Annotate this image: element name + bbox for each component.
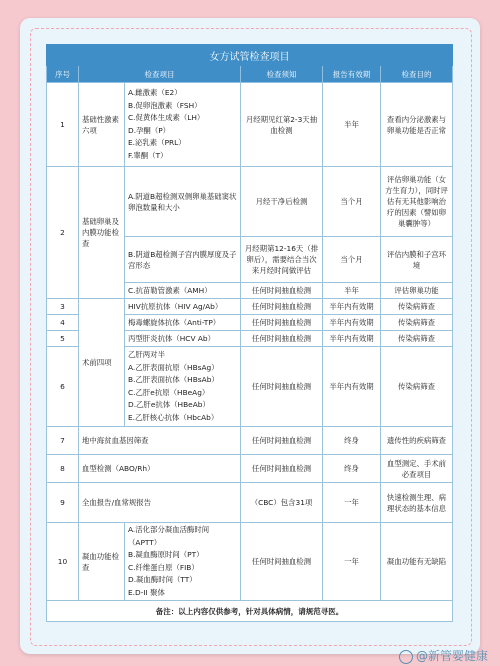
row-purpose: 遗传性的疾病筛查 [381,427,453,455]
row-validity: 半年内有效期 [323,331,381,347]
row-number: 7 [47,427,79,455]
row-purpose: 评估内膜和子宫环境 [381,237,453,283]
table-row [47,299,453,315]
row-validity: 一年 [323,483,381,523]
header-item: 检查项目 [79,66,241,83]
row-validity: 半年内有效期 [323,347,381,427]
header-notice: 检查须知 [241,66,323,83]
row-purpose: 快速检测生理、病理状态的基本信息 [381,483,453,523]
row-validity: 半年内有效期 [323,315,381,331]
row-validity: 半年 [323,283,381,299]
row-notice: 任何时间抽血检测 [241,523,323,601]
row-notice: 月经期见红第2-3天抽血检测 [241,83,323,167]
row-item: 梅毒螺旋体抗体（Anti-TP） [125,315,241,331]
row-items: A.雌激素（E2） B.促卵泡激素（FSH） C.促黄体生成素（LH） D.孕酮（P） E.泌乳素（PRL） F.睾酮（T） [125,83,241,167]
row-items: A.活化部分凝血活酶时间（APTT） B.凝血酶原时间（PT） C.纤维蛋白原（FIB） D.凝血酶时间（TT） E.D-II 聚体 [125,523,241,601]
row-item: 丙型肝炎抗体（HCV Ab） [125,331,241,347]
table-row [47,167,453,237]
row-purpose: 评估卵巢功能（女方生育力），同时评估有无其他影响治疗的因素（譬如卵巢囊肿等） [381,167,453,237]
row-category: 血型检测（ABO/Rh） [79,455,241,483]
row-items: 乙肝两对半 A.乙肝表面抗原（HBsAg） B.乙肝表面抗体（HBsAb） C.乙肝e抗原（HBeAg） D.乙肝e抗体（HBeAb） E.乙肝核心抗体（HbcAb） [125,347,241,427]
watermark [399,647,488,664]
row-item: B.阴道B超检测子宫内膜厚度及子宫形态 [125,237,241,283]
header-row [47,66,453,83]
table-row [47,523,453,601]
row-notice: （CBC）包含31项 [241,483,323,523]
row-validity: 一年 [323,523,381,601]
row-category: 全血报告/血常规报告 [79,483,241,523]
row-notice: 任何时间抽血检测 [241,315,323,331]
row-notice: 任何时间抽血检测 [241,283,323,299]
row-validity: 终身 [323,427,381,455]
row-purpose: 传染病筛查 [381,347,453,427]
table-row [47,83,453,167]
table-title: 女方试管检查项目 [47,45,453,66]
row-notice: 月经期第12-16天（排卵后），需要结合当次来月经时间做评估 [241,237,323,283]
row-purpose: 传染病筛查 [381,331,453,347]
row-validity: 终身 [323,455,381,483]
row-number: 1 [47,83,79,167]
row-item: A.阴道B超检测双侧卵巢基础窦状卵泡数量和大小 [125,167,241,237]
row-number: 6 [47,347,79,427]
row-purpose: 查看内分泌激素与卵巢功能是否正常 [381,83,453,167]
header-no: 序号 [47,66,79,83]
row-category: 基础性激素六项 [79,83,125,167]
row-purpose: 传染病筛查 [381,299,453,315]
note-text: 备注：以上内容仅供参考，针对具体病情，请规范寻医。 [47,601,453,622]
row-number: 5 [47,331,79,347]
row-number: 3 [47,299,79,315]
row-purpose: 传染病筛查 [381,315,453,331]
note-row [47,601,453,622]
table-row [47,427,453,455]
row-notice: 月经干净后检测 [241,167,323,237]
row-notice: 任何时间抽血检测 [241,455,323,483]
row-category: 基础卵巢及内膜功能检查 [79,167,125,299]
row-purpose: 血型测定、手术前必查项目 [381,455,453,483]
row-purpose: 凝血功能有无缺陷 [381,523,453,601]
watermark-logo-icon [399,650,413,664]
row-number: 8 [47,455,79,483]
row-validity: 当个月 [323,237,381,283]
row-item: HIV抗原抗体（HIV Ag/Ab） [125,299,241,315]
row-purpose: 评估卵巢功能 [381,283,453,299]
table-row [47,455,453,483]
row-validity: 半年 [323,83,381,167]
exam-table [46,44,453,622]
row-notice: 任何时间抽血检测 [241,331,323,347]
row-category: 术前四项 [79,299,125,427]
header-validity: 报告有效期 [323,66,381,83]
row-notice: 任何时间抽血检测 [241,347,323,427]
row-number: 10 [47,523,79,601]
row-notice: 任何时间抽血检测 [241,427,323,455]
row-number: 2 [47,167,79,299]
row-notice: 任何时间抽血检测 [241,299,323,315]
row-validity: 半年内有效期 [323,299,381,315]
header-purpose: 检查目的 [381,66,453,83]
row-category: 地中海贫血基因筛查 [79,427,241,455]
row-item: C.抗苗勒管激素（AMH） [125,283,241,299]
table-row [47,483,453,523]
watermark-text: @新管婴健康 [415,649,488,663]
row-category: 凝血功能检查 [79,523,125,601]
row-number: 4 [47,315,79,331]
row-validity: 当个月 [323,167,381,237]
row-number: 9 [47,483,79,523]
